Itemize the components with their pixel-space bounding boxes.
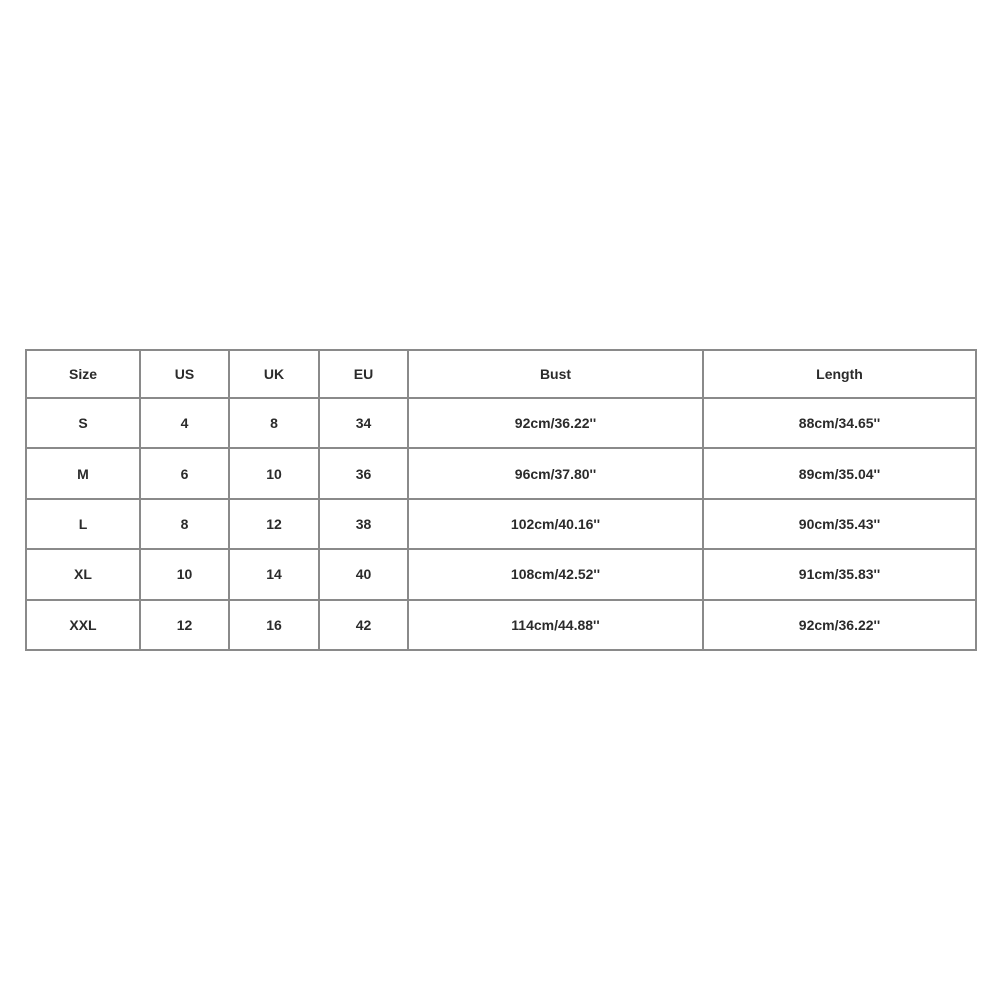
cell-bust: 102cm/40.16'' (408, 499, 703, 549)
table-row (26, 448, 976, 498)
cell-us: 10 (140, 549, 229, 599)
table-row (26, 398, 976, 448)
cell-size: L (26, 499, 140, 549)
header-us: US (140, 350, 229, 398)
cell-length: 90cm/35.43'' (703, 499, 976, 549)
cell-length: 91cm/35.83'' (703, 549, 976, 599)
header-length: Length (703, 350, 976, 398)
cell-length: 88cm/34.65'' (703, 398, 976, 448)
cell-eu: 36 (319, 448, 408, 498)
cell-uk: 12 (229, 499, 319, 549)
cell-bust: 92cm/36.22'' (408, 398, 703, 448)
table-row (26, 549, 976, 599)
cell-size: XXL (26, 600, 140, 650)
header-size: Size (26, 350, 140, 398)
cell-eu: 34 (319, 398, 408, 448)
cell-size: M (26, 448, 140, 498)
cell-length: 89cm/35.04'' (703, 448, 976, 498)
cell-size: XL (26, 549, 140, 599)
cell-eu: 40 (319, 549, 408, 599)
header-uk: UK (229, 350, 319, 398)
cell-uk: 8 (229, 398, 319, 448)
cell-length: 92cm/36.22'' (703, 600, 976, 650)
cell-bust: 108cm/42.52'' (408, 549, 703, 599)
cell-us: 12 (140, 600, 229, 650)
table-header-row (26, 350, 976, 398)
header-bust: Bust (408, 350, 703, 398)
cell-eu: 42 (319, 600, 408, 650)
cell-uk: 10 (229, 448, 319, 498)
cell-uk: 14 (229, 549, 319, 599)
size-chart-table (25, 349, 977, 651)
table-row (26, 600, 976, 650)
cell-uk: 16 (229, 600, 319, 650)
cell-us: 8 (140, 499, 229, 549)
cell-eu: 38 (319, 499, 408, 549)
table-row (26, 499, 976, 549)
cell-bust: 96cm/37.80'' (408, 448, 703, 498)
cell-bust: 114cm/44.88'' (408, 600, 703, 650)
cell-us: 4 (140, 398, 229, 448)
cell-us: 6 (140, 448, 229, 498)
cell-size: S (26, 398, 140, 448)
header-eu: EU (319, 350, 408, 398)
